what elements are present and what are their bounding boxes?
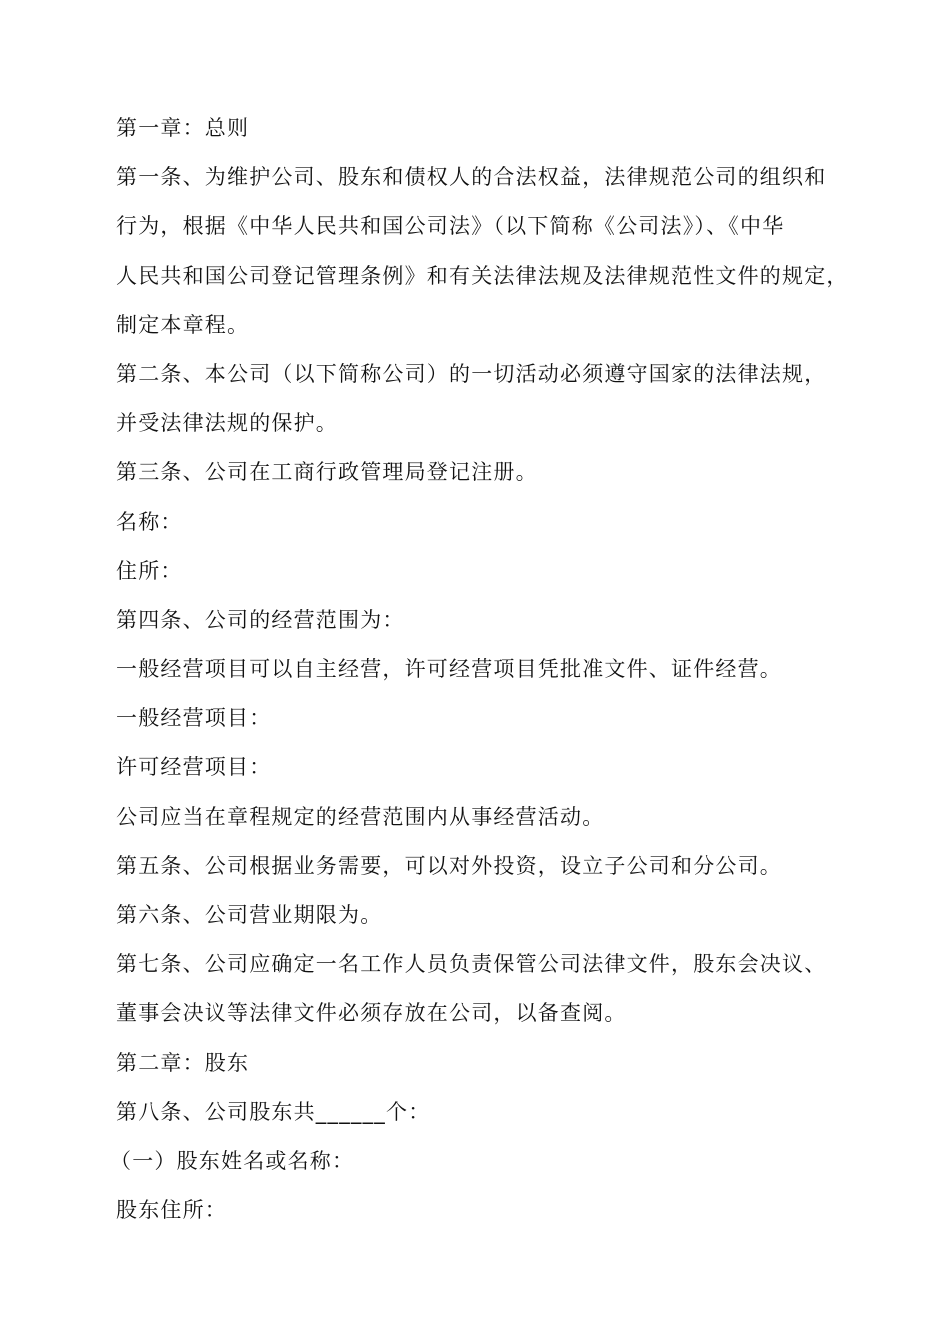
article-4: 第四条、公司的经营范围为： [116,607,405,632]
shareholder-address-field: 股东住所： [116,1198,227,1223]
business-scope-rule: 公司应当在章程规定的经营范围内从事经营活动。 [116,804,605,829]
article-7-line-2: 董事会决议等法律文件必须存放在公司，以备查阅。 [116,1001,627,1026]
document-body [110,104,856,1235]
article-1-line-2: 行为，根据《中华人民共和国公司法》（以下简称《公司法》）、《中华 [116,214,785,239]
article-1-line-4: 制定本章程。 [116,312,250,337]
article-7-line-1: 第七条、公司应确定一名工作人员负责保管公司法律文件，股东会决议、 [116,952,827,977]
article-3: 第三条、公司在工商行政管理局登记注册。 [116,460,538,485]
chapter-heading-2: 第二章：股东 [116,1050,250,1075]
chapter-heading-1: 第一章：总则 [116,116,250,140]
article-8: 第八条、公司股东共______个： [116,1099,431,1124]
shareholder-name-field: （一）股东姓名或名称： [110,1148,355,1173]
article-5: 第五条、公司根据业务需要，可以对外投资，设立子公司和分公司。 [116,853,782,878]
company-address-field: 住所： [116,558,183,583]
general-business-items: 一般经营项目： [116,706,272,731]
article-6: 第六条、公司营业期限为。 [116,903,383,927]
company-name-field: 名称： [116,509,183,534]
article-1-line-1: 第一条、为维护公司、股东和债权人的合法权益，法律规范公司的组织和 [116,165,827,190]
article-2-line-2: 并受法律法规的保护。 [116,411,338,436]
business-scope-note: 一般经营项目可以自主经营，许可经营项目凭批准文件、证件经营。 [116,657,782,682]
article-2-line-1: 第二条、本公司（以下简称公司）的一切活动必须遵守国家的法律法规， [116,361,827,386]
article-1-line-3: 人民共和国公司登记管理条例》和有关法律法规及法律规范性文件的规定， [116,263,849,288]
licensed-business-items: 许可经营项目： [116,755,272,780]
